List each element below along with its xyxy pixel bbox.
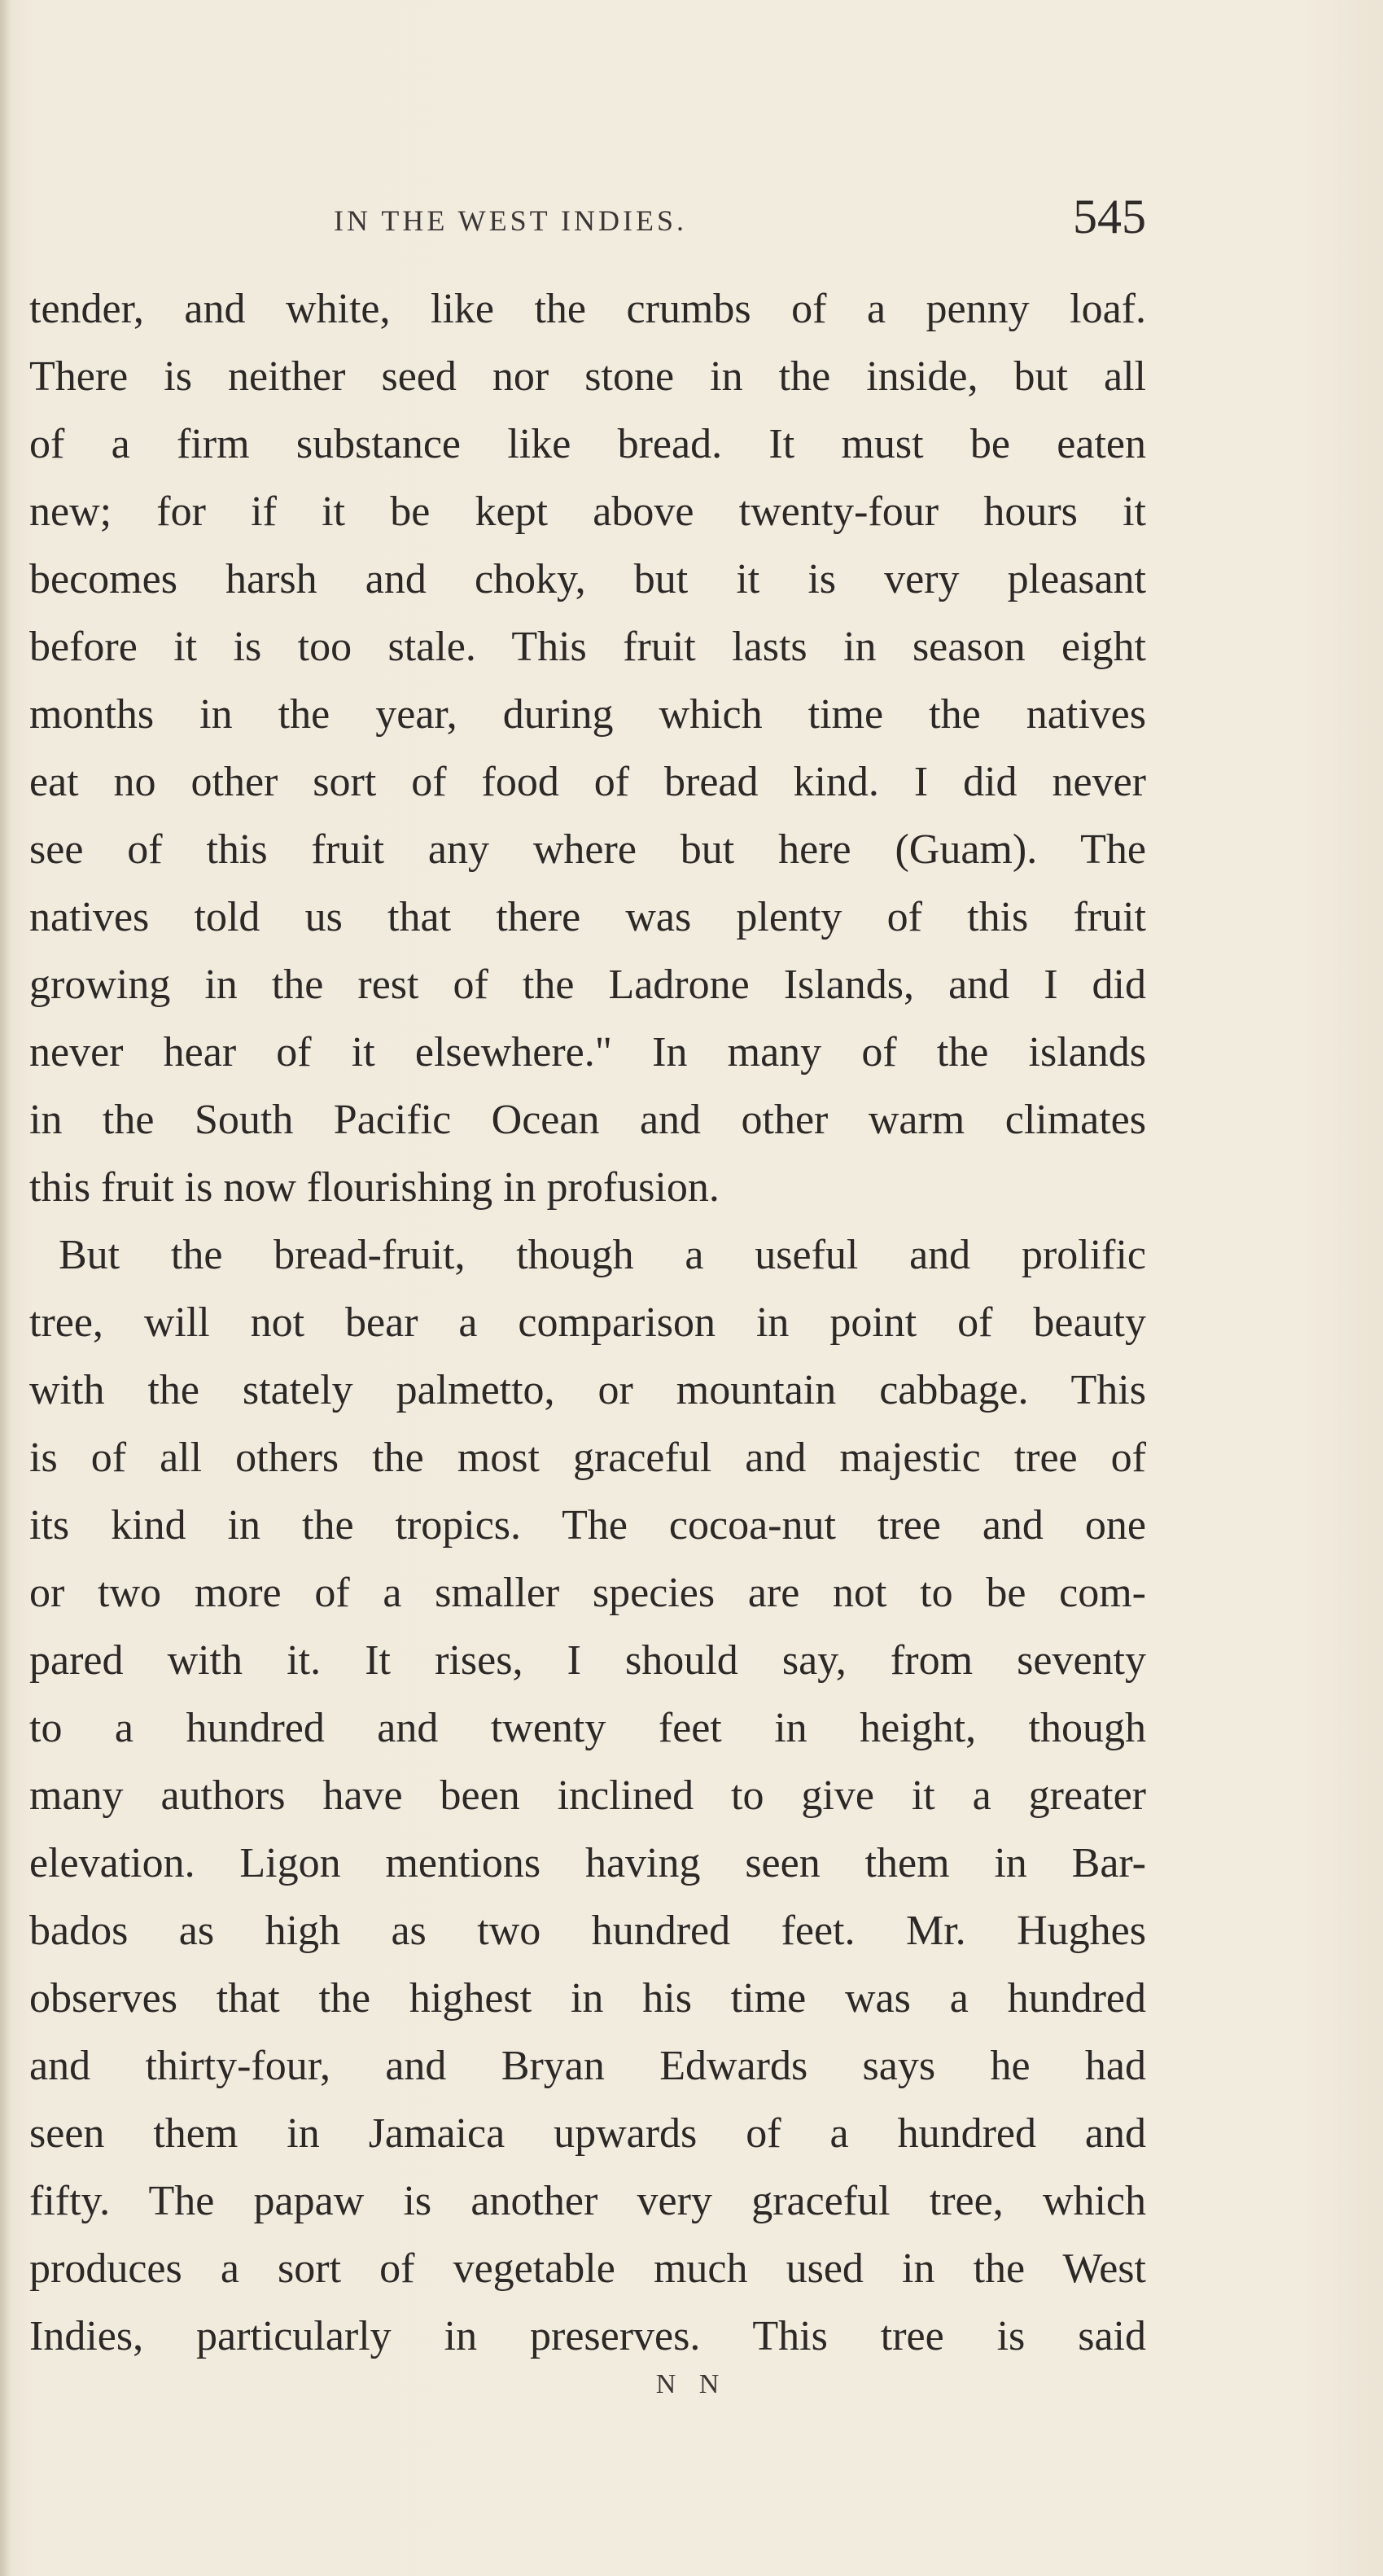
- paragraph-end-line: this fruit is now flourishing in profusion.: [29, 1164, 720, 1211]
- text-line: to a hundred and twenty feet in height, though: [29, 1705, 1146, 1751]
- text-line: its kind in the tropics. The cocoa-nut tree and one: [29, 1502, 1146, 1549]
- running-head: IN THE WEST INDIES.: [334, 204, 687, 237]
- body-text: [29, 275, 1146, 2370]
- text-line: tender, and white, like the crumbs of a penny loaf.: [29, 286, 1146, 332]
- page-header: [29, 189, 1146, 254]
- text-line: and thirty-four, and Bryan Edwards says he had: [29, 2043, 1146, 2089]
- text-line: There is neither seed nor stone in the inside, but all: [29, 353, 1146, 400]
- text-line: never hear of it elsewhere." In many of the islands: [29, 1029, 1146, 1076]
- signature-mark: N N: [655, 2369, 728, 2399]
- text-line: observes that the highest in his time was a hundred: [29, 1975, 1146, 2022]
- paragraph-start-line: But the bread-fruit, though a useful and prolific: [59, 1232, 1146, 1278]
- text-line: pared with it. It rises, I should say, from seventy: [29, 1637, 1146, 1684]
- text-line: months in the year, during which time the natives: [29, 691, 1146, 738]
- text-line: new; for if it be kept above twenty-four hours it: [29, 488, 1146, 535]
- text-line: is of all others the most graceful and majestic tree of: [29, 1435, 1146, 1481]
- text-line: with the stately palmetto, or mountain cabbage. This: [29, 1367, 1146, 1413]
- text-line: eat no other sort of food of bread kind. I did never: [29, 759, 1146, 805]
- text-line: before it is too stale. This fruit lasts in season eight: [29, 624, 1146, 670]
- text-line: becomes harsh and choky, but it is very pleasant: [29, 556, 1146, 602]
- text-line: Indies, particularly in preserves. This tree is said: [29, 2313, 1146, 2359]
- text-line: many authors have been inclined to give it a greater: [29, 1772, 1146, 1819]
- page-number: 545: [1073, 190, 1146, 243]
- text-line: see of this fruit any where but here (Guam). The: [29, 826, 1146, 873]
- page-gutter-shadow: [0, 0, 11, 2576]
- text-line: seen them in Jamaica upwards of a hundred and: [29, 2110, 1146, 2157]
- text-line: produces a sort of vegetable much used in the West: [29, 2245, 1146, 2292]
- text-line: bados as high as two hundred feet. Mr. Hughes: [29, 1908, 1146, 1954]
- text-line: growing in the rest of the Ladrone Islands, and I did: [29, 962, 1146, 1008]
- text-line: elevation. Ligon mentions having seen them in Bar-: [29, 1840, 1146, 1886]
- text-line: or two more of a smaller species are not to be com-: [29, 1570, 1146, 1616]
- text-line: in the South Pacific Ocean and other warm climates: [29, 1097, 1146, 1143]
- text-line: of a firm substance like bread. It must be eaten: [29, 421, 1146, 467]
- text-line: tree, will not bear a comparison in point of beauty: [29, 1299, 1146, 1346]
- text-line: natives told us that there was plenty of this fruit: [29, 894, 1146, 940]
- text-line: fifty. The papaw is another very graceful tree, which: [29, 2178, 1146, 2224]
